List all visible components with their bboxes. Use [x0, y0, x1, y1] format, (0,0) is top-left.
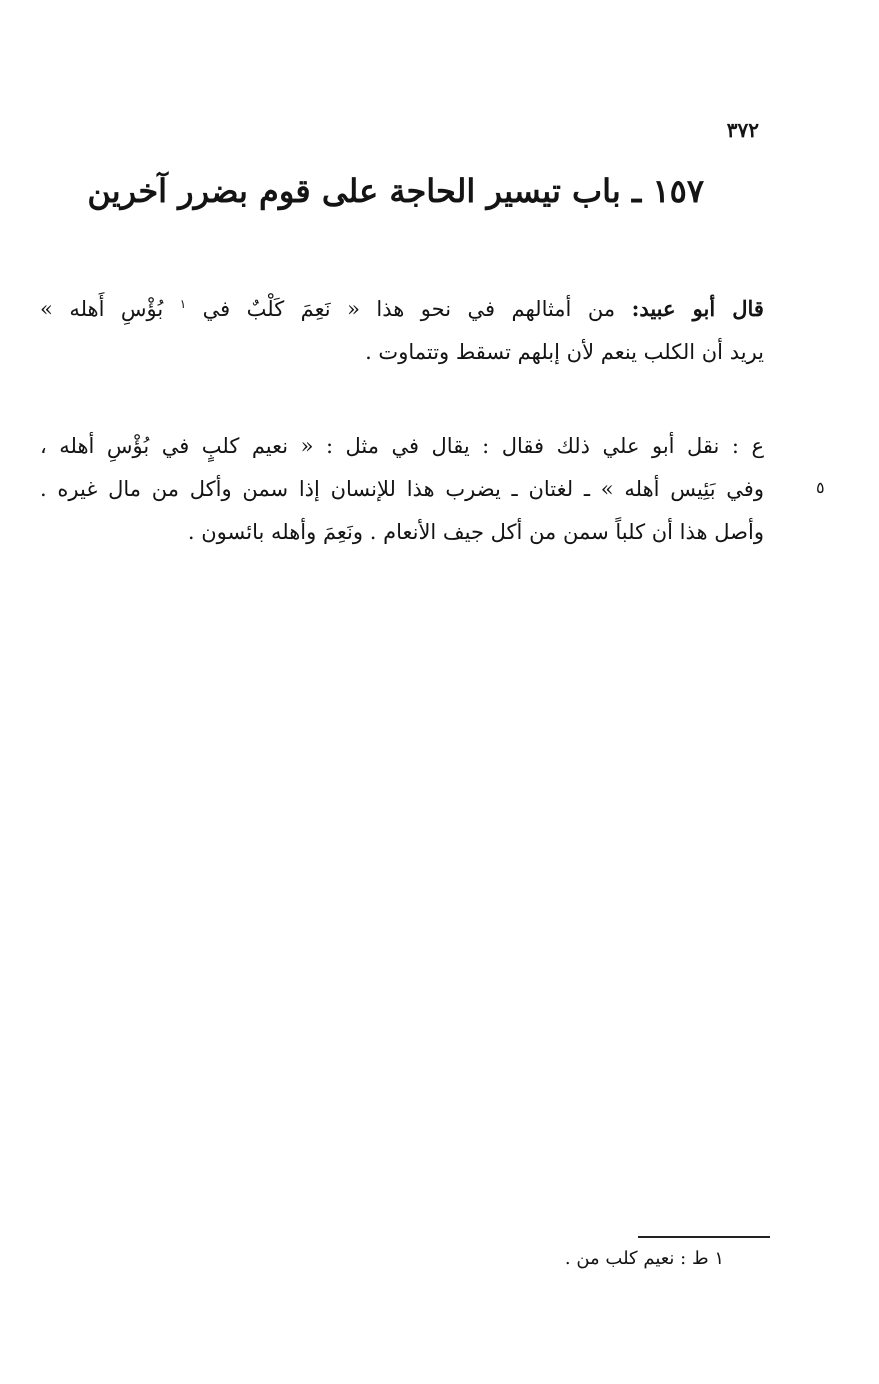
line-number-marker: ٥ — [816, 478, 825, 497]
paragraph-2-line-3: وأصل هذا أن كلباً سمن من أكل جيف الأنعام . ونَعِمَ وأهله بائسون . — [187, 520, 764, 544]
page-number: ٣٧٢ — [726, 118, 759, 142]
author-attribution: قال أبو عبيد: — [631, 296, 764, 321]
paragraph-1-line-1 — [40, 283, 764, 331]
paragraph-2-line-1: ع : نقل أبو علي ذلك فقال : يقال في مثل : « نعيم كلبٍ في بُؤْسِ أهله ، — [40, 434, 764, 458]
proverb-end: بُؤْسِ أَهله » — [40, 297, 164, 321]
paragraph-1-line-2: يريد أن الكلب ينعم لأن إبلهم تسقط وتتماوت . — [365, 340, 764, 364]
footnote-text: ١ ط : نعيم كلب من . — [564, 1248, 724, 1269]
proverb-intro: من أمثالهم في نحو هذا « نَعِمَ كَلْبٌ في — [202, 297, 616, 321]
paragraph-2-line-2: وفي بَئِيس أهله » ـ لغتان ـ يضرب هذا للإنسان إذا سمن وأكل من مال غيره . — [40, 477, 764, 501]
paragraph-2 — [40, 425, 764, 554]
footnote-divider — [638, 1236, 770, 1238]
chapter-title: ١٥٧ ـ باب تيسير الحاجة على قوم بضرر آخرين — [87, 172, 704, 210]
footnote-reference: ١ — [179, 297, 187, 311]
paragraph-1 — [40, 283, 764, 374]
